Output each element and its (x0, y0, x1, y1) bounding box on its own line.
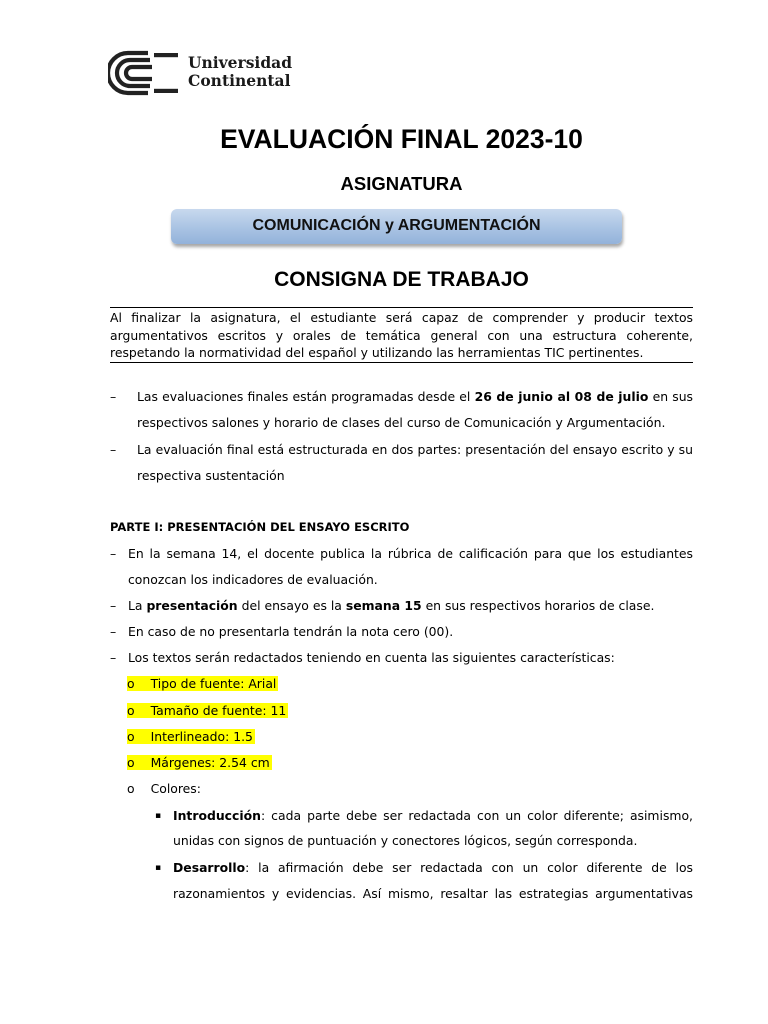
text-bold: presentación (146, 598, 238, 613)
feature-text: Márgenes: 2.54 cm (150, 755, 270, 770)
page-title: EVALUACIÓN FINAL 2023-10 (220, 124, 583, 154)
text-run: del ensayo es la (237, 598, 346, 613)
text-run: : la afirmación debe ser redactada con un color diferente de los (245, 860, 693, 875)
dash-bullet: – (110, 442, 117, 457)
circle-bullet: o (127, 729, 135, 744)
logo-wordmark (188, 54, 292, 90)
colors-intro-line-1 (173, 808, 693, 823)
dash-bullet: – (110, 389, 117, 404)
logo-line-1: Universidad (188, 53, 293, 72)
section-title: CONSIGNA DE TRABAJO (274, 268, 529, 291)
dash-bullet: – (110, 624, 117, 639)
circle-bullet: o (127, 755, 135, 770)
intro-item-1-line-2: respectivos salones y horario de clases del curso de Comunicación y Argumentación. (137, 415, 666, 430)
divider-top (110, 307, 693, 308)
colors-label: Colores: (150, 781, 201, 796)
colors-dev-line-1 (173, 860, 693, 875)
colors-item (127, 781, 201, 796)
feature-item-spacing (127, 729, 255, 744)
course-name: COMUNICACIÓN y ARGUMENTACIÓN (252, 217, 541, 234)
part-1-heading: PARTE I: PRESENTACIÓN DEL ENSAYO ESCRITO (110, 520, 410, 534)
feature-text: Tipo de fuente: Arial (150, 676, 277, 691)
circle-bullet: o (127, 676, 135, 691)
text-bold: Introducción (173, 808, 261, 823)
university-logo (108, 48, 293, 98)
text-run: : cada parte debe ser redactada con un color diferente; asimismo, (260, 808, 693, 823)
divider-bottom (110, 362, 693, 363)
colors-dev-line-2: razonamientos y evidencias. Así mismo, resaltar las estrategias argumentativas (173, 886, 693, 901)
square-bullet: ▪ (155, 863, 162, 873)
course-banner (171, 209, 622, 244)
dash-bullet: – (110, 650, 117, 665)
logo-line-2: Continental (188, 71, 291, 90)
part-1-item-1-line-2: conozcan los indicadores de evaluación. (128, 572, 378, 587)
dash-bullet: – (110, 546, 117, 561)
part-1-item-2 (128, 598, 654, 613)
intro-item-1-line-1 (137, 389, 693, 404)
circle-bullet: o (127, 781, 135, 796)
intro-item-2-line-1: La evaluación final está estructurada en dos partes: presentación del ensayo escrito y su (137, 442, 693, 457)
feature-text: Interlineado: 1.5 (150, 729, 253, 744)
circle-bullet: o (127, 703, 135, 718)
text-run: Las evaluaciones finales están programadas desde el (137, 389, 475, 404)
dash-bullet: – (110, 598, 117, 613)
continental-c-logo-icon (108, 50, 180, 96)
feature-item-margins (127, 755, 272, 770)
part-1-item-1-line-1: En la semana 14, el docente publica la rúbrica de calificación para que los estudiantes (128, 546, 693, 561)
text-bold: Desarrollo (173, 860, 246, 875)
feature-item-size (127, 703, 288, 718)
text-bold: semana 15 (345, 598, 422, 613)
part-1-item-3: En caso de no presentarla tendrán la nota cero (00). (128, 624, 454, 639)
text-run: en sus respectivos horarios de clase. (421, 598, 655, 613)
subject-label: ASIGNATURA (340, 173, 463, 194)
colors-intro-line-2: unidas con signos de puntuación y conectores lógicos, según corresponda. (173, 833, 638, 848)
square-bullet: ▪ (155, 811, 162, 821)
intro-item-2-line-2: respectiva sustentación (137, 468, 285, 483)
feature-item-font (127, 676, 278, 691)
part-1-item-4: Los textos serán redactados teniendo en cuenta las siguientes características: (128, 650, 615, 665)
date-range: 26 de junio al 08 de julio (474, 389, 649, 404)
objective-paragraph: Al finalizar la asignatura, el estudiante será capaz de comprender y producir textos argumentativos escritos y orales de temática general con una estructura coherente, respetando la normatividad del español y utilizando las herramientas TIC pertinentes. (110, 310, 693, 360)
feature-text: Tamaño de fuente: 11 (150, 703, 287, 718)
text-run: La (128, 598, 147, 613)
text-run: en sus (648, 389, 694, 404)
